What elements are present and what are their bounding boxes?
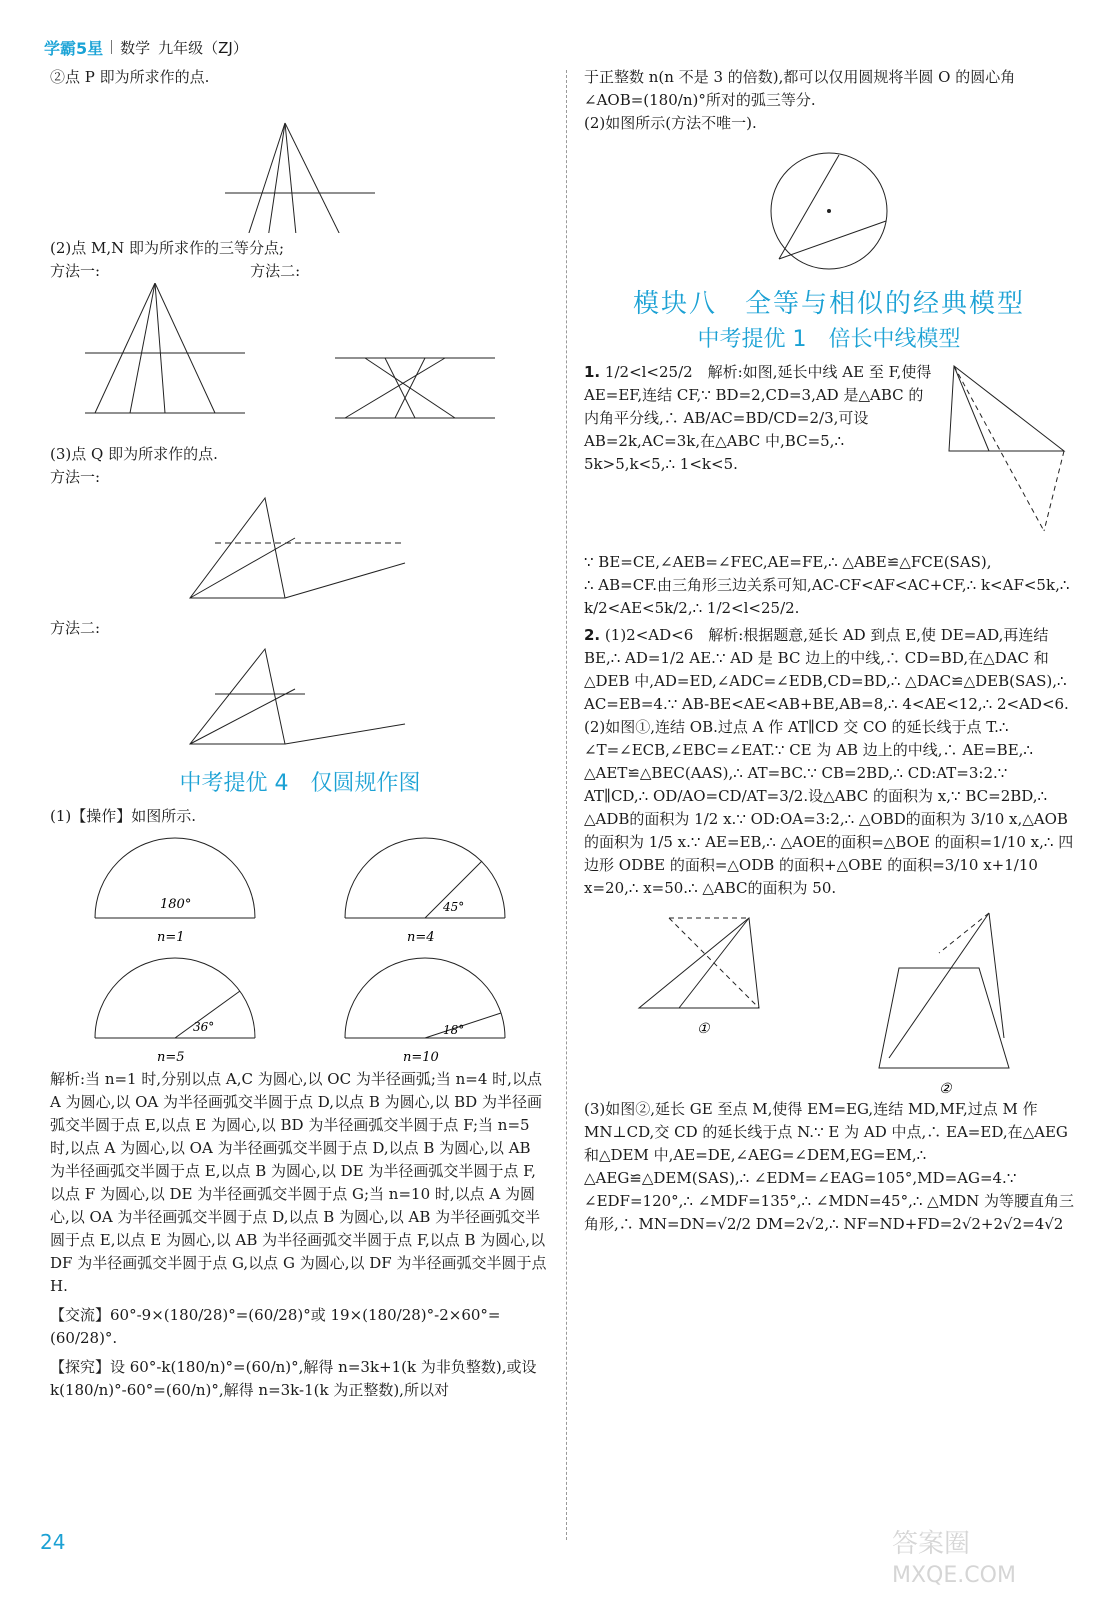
header: [44, 36, 248, 58]
question-2-part-2: (2)如图①,连结 OB.过点 A 作 AT∥CD 交 CO 的延长线于点 T.∴ ∠T=∠ECB,∠EBC=∠EAT.∵ CE 为 AB 边上的中线,∴ AE=BE,∴ △AET≌△BEC(AAS),∴ AT=BC.∵ CB=2BD,∴ CD:AT=3:2.∵ AT∥CD,∴ OD/AO=CD/AT=3/2.设△ABC 的面积为 x,∵ BC=2BD,∴ △ADB的面积为 1/2 x.∵ OD:OA=3:2,∴ △OBD的面积为 3/10 x,△AOB 的面积为 1/5 x.∵ AE=EB,∴ △AOE的面积=△BOE 的面积=1/10 x,∴ 四边形 ODBE 的面积=△ODB 的面积+△OBE 的面积=3/10 x+1/10 x=20,∴ x=50.∴ △ABC的面积为 50.: [584, 718, 1074, 897]
analysis-paragraph: 解析:当 n=1 时,分别以点 A,C 为圆心,以 OC 为半径画弧;当 n=4 时,以点 A 为圆心,以 OA 为半径画弧交半圆于点 D,以点 B 为圆心,以 BD 为半径画弧交半圆于点 E,以点 E 为圆心,以 BD 为半径画弧交半圆于点 F;当 n=5 时,以点 A 为圆心,以 OA 为半径画弧交半圆于点 D,以点 B 为圆心,以 AB 为半径画弧交半圆于点 E,以点 B 为圆心,以 DE 为半径画弧交半圆于点 F,以点 F 为圆心,以 DE 为半径画弧交半圆于点 G;当 n=10 时,以点 A 为圆心,以 OA 为半径画弧交半圆于点 D,以点 B 为圆心,以 AB 为半径画弧交半圆于点 E,以点 E 为圆心,以 AB 为半径画弧交半圆于点 F,以点 B 为圆心,以 DF 为半径画弧交半圆于点 G,以点 G 为圆心,以 DF 为半径画弧交半圆于点 H.: [50, 1070, 547, 1295]
right-line-2: (2)如图所示(方法不唯一).: [584, 114, 757, 132]
left-line-3: (3)点 Q 即为所求作的点.: [50, 445, 218, 463]
figure-point-q-method-2: [185, 644, 415, 764]
figure-2-1-label: ①: [697, 1021, 710, 1037]
n10-label: n=10: [403, 1050, 439, 1065]
figure-point-p: [215, 93, 385, 233]
n5-label: n=5: [157, 1050, 185, 1065]
figure-point-q-method-1: [185, 493, 415, 613]
column-divider: [566, 70, 567, 1540]
page-number: 24: [40, 1530, 66, 1554]
explore-paragraph: 【探究】设 60°-k(180/n)°=(60/n)°,解得 n=3k+1(k 为非负整数),或设 k(180/n)°-60°=(60/n)°,解得 n=3k-1(k 为正整数),所以对: [50, 1358, 537, 1399]
angle-36-label: 36°: [193, 1020, 215, 1034]
figure-2-2: [869, 908, 1029, 1098]
watermark-line-2: MXQE.COM: [892, 1563, 1016, 1588]
figure-trisection-method-1: [85, 283, 265, 443]
method-one-label: 方法一:: [50, 262, 101, 280]
section-1-title: 中考提优 1 倍长中线模型: [697, 327, 961, 352]
figure-circle-o: [754, 139, 904, 279]
method-two-label-2: 方法二:: [50, 619, 101, 637]
figure-q1-triangle: [944, 361, 1074, 551]
n1-label: n=1: [157, 930, 185, 945]
watermark-line-1: 答案圈: [892, 1529, 971, 1559]
figure-n5: [85, 948, 265, 1068]
question-2-part-1-text: (1)2<AD<6 解析:根据题意,延长 AD 到点 E,使 DE=AD,再连结 BE,∴ AD=1/2 AE.∵ AD 是 BC 边上的中线,∴ CD=BD,在△DAC 和△DEB 中,AD=ED,∠ADC=∠EDB,CD=BD,∴ △DAC≌△DEB(SAS),∴ AC=EB=4.∵ AB-BE<AE<AB+BE,AB=8,∴ 4<AE<12,∴ 2<AD<6.: [584, 626, 1069, 713]
left-line-2: (2)点 M,N 即为所求作的三等分点;: [50, 239, 285, 257]
question-1-conclusion: ∴ AB=CF.由三角形三边关系可知,AC-CF<AF<AC+CF,∴ k<AF<5k,∴ k/2<AE<5k/2,∴ 1/2<l<25/2.: [584, 576, 1070, 617]
method-two-label: 方法二:: [250, 262, 301, 280]
figure-n1: [85, 828, 265, 948]
right-line-1: 于正整数 n(n 不是 3 的倍数),都可以仅用圆规将半圆 O 的圆心角∠AOB=(180/n)°所对的弧三等分.: [584, 68, 1016, 109]
figure-2-2-label: ②: [939, 1081, 952, 1097]
question-1-congruence: ∵ BE=CE,∠AEB=∠FEC,AE=FE,∴ △ABE≌△FCE(SAS),: [584, 553, 992, 571]
left-column: [50, 66, 550, 1402]
figure-n10: [335, 948, 515, 1068]
figure-n4: [335, 828, 515, 948]
exchange-paragraph: 【交流】60°-9×(180/28)°=(60/28)°或 19×(180/28)°-2×60°=(60/28)°.: [50, 1306, 501, 1347]
n4-label: n=4: [407, 930, 435, 945]
header-subject: 数学: [120, 38, 151, 57]
header-separator: [111, 40, 112, 54]
angle-45-label: 45°: [443, 900, 465, 914]
right-column: [584, 66, 1074, 1236]
figure-2-1: [629, 908, 779, 1038]
question-2-part-3: (3)如图②,延长 GE 至点 M,使得 EM=EG,连结 MD,MF,过点 M 作 MN⊥CD,交 CD 的延长线于点 N.∵ E 为 AD 中点,∴ EA=ED,在△AEG 和△DEM 中,AE=DE,∠AEG=∠DEM,EG=EM,∴ △AEG≌△DEM(SAS),∴ ∠EDM=∠EAG=105°,MD=AG=4.∵ ∠EDF=120°,∴ ∠MDF=135°,∴ ∠MDN=45°,∴ △MDN 为等腰直角三角形,∴ MN=DN=√2/2 DM=2√2,∴ NF=ND+FD=2√2+2√2=4√2: [584, 1100, 1074, 1233]
question-1-number: 1.: [584, 363, 601, 381]
question-2-part-1: [584, 624, 1074, 716]
section-4-title: 中考提优 4 仅圆规作图: [179, 771, 421, 796]
left-line-1: ②点 P 即为所求作的点.: [50, 68, 210, 86]
module-8-title: 模块八 全等与相似的经典模型: [632, 289, 1025, 319]
figure-trisection-method-2: [335, 283, 515, 443]
question-1-text: 1/2<l<25/2 解析:如图,延长中线 AE 至 F,使得 AE=EF,连结 CF,∵ BD=2,CD=3,AD 是△ABC 的内角平分线,∴ AB/AC=BD/CD=2/3,可设 AB=2k,AC=3k,在△ABC 中,BC=5,∴ 5k>5,k<5,∴ 1<k<5.: [584, 363, 932, 473]
question-1: [584, 361, 938, 476]
method-one-label-2: 方法一:: [50, 468, 101, 486]
operation-line: (1)【操作】如图所示.: [50, 807, 197, 825]
angle-18-label: 18°: [443, 1023, 465, 1037]
question-2-number: 2.: [584, 626, 601, 644]
watermark: [882, 1520, 1082, 1590]
brand-logo: 学霸5星: [44, 38, 104, 58]
header-grade: 九年级（ZJ）: [158, 38, 248, 57]
angle-180-label: 180°: [160, 897, 192, 912]
